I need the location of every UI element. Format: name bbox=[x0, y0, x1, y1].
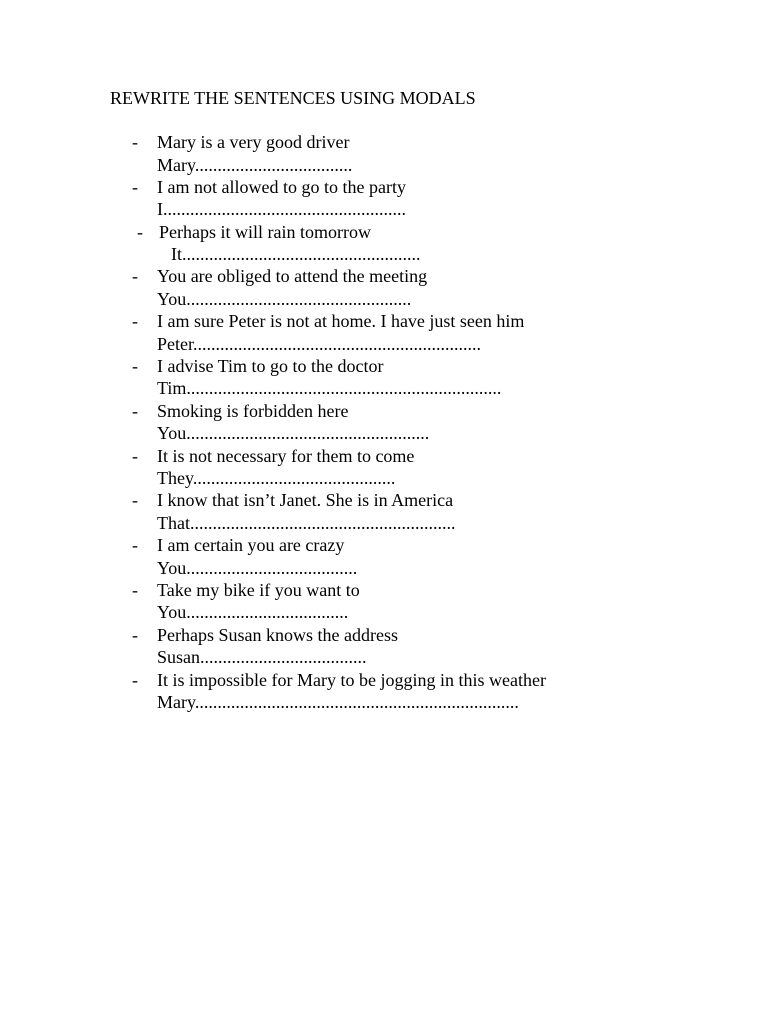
list-item bbox=[0, 624, 768, 669]
bullet-dash: - bbox=[132, 445, 138, 466]
exercise-sentence: I am not allowed to go to the party bbox=[157, 176, 406, 197]
list-item bbox=[0, 131, 768, 176]
exercise-sentence: You are obliged to attend the meeting bbox=[157, 266, 428, 287]
answer-line: You...................................... bbox=[157, 557, 358, 578]
answer-line: I...................................................... bbox=[157, 199, 406, 220]
answer-line: They............................................. bbox=[157, 468, 396, 489]
exercise-sentence: I know that isn’t Janet. She is in America bbox=[157, 490, 454, 511]
answer-line: Tim...................................................................... bbox=[157, 378, 502, 399]
exercise-sentence: It is impossible for Mary to be jogging in this weather bbox=[157, 669, 546, 690]
exercise-sentence: It is not necessary for them to come bbox=[157, 445, 415, 466]
answer-line: You.................................................. bbox=[157, 288, 412, 309]
exercise-sentence: I am sure Peter is not at home. I have just seen him bbox=[157, 311, 525, 332]
list-item bbox=[0, 176, 768, 221]
answer-line: Mary................................... bbox=[157, 154, 353, 175]
answer-line: You...................................................... bbox=[157, 423, 430, 444]
bullet-dash: - bbox=[132, 266, 138, 287]
answer-line: Mary........................................................................ bbox=[157, 692, 519, 713]
bullet-dash: - bbox=[132, 535, 138, 556]
bullet-dash: - bbox=[132, 579, 138, 600]
exercise-sentence: Smoking is forbidden here bbox=[157, 400, 349, 421]
bullet-dash: - bbox=[132, 400, 138, 421]
bullet-dash: - bbox=[132, 624, 138, 645]
list-item bbox=[0, 355, 768, 400]
exercise-list bbox=[0, 131, 768, 713]
exercise-sentence: I am certain you are crazy bbox=[157, 535, 345, 556]
list-item bbox=[0, 265, 768, 310]
answer-line: Susan..................................... bbox=[157, 647, 367, 668]
bullet-dash: - bbox=[132, 311, 138, 332]
bullet-dash: - bbox=[132, 132, 138, 152]
exercise-sentence: Perhaps Susan knows the address bbox=[157, 624, 398, 645]
bullet-dash: - bbox=[132, 176, 138, 197]
bullet-dash: - bbox=[137, 221, 143, 242]
list-item bbox=[0, 489, 768, 534]
answer-line: Peter................................................................ bbox=[157, 333, 481, 354]
bullet-dash: - bbox=[132, 355, 138, 376]
answer-line: It..................................................... bbox=[171, 244, 421, 265]
exercise-sentence: Take my bike if you want to bbox=[157, 579, 360, 600]
list-item bbox=[0, 579, 768, 624]
exercise-sentence: Mary is a very good driver bbox=[157, 132, 350, 152]
exercise-sentence: I advise Tim to go to the doctor bbox=[157, 355, 384, 376]
bullet-dash: - bbox=[132, 669, 138, 690]
list-item bbox=[0, 669, 768, 714]
bullet-dash: - bbox=[132, 490, 138, 511]
list-item bbox=[0, 400, 768, 445]
list-item bbox=[0, 445, 768, 490]
list-item bbox=[0, 221, 768, 266]
exercise-sentence: Perhaps it will rain tomorrow bbox=[159, 221, 371, 242]
worksheet-title: REWRITE THE SENTENCES USING MODALS bbox=[110, 88, 476, 108]
list-item bbox=[0, 534, 768, 579]
answer-line: You.................................... bbox=[157, 602, 349, 623]
answer-line: That........................................................... bbox=[157, 512, 456, 533]
list-item bbox=[0, 310, 768, 355]
